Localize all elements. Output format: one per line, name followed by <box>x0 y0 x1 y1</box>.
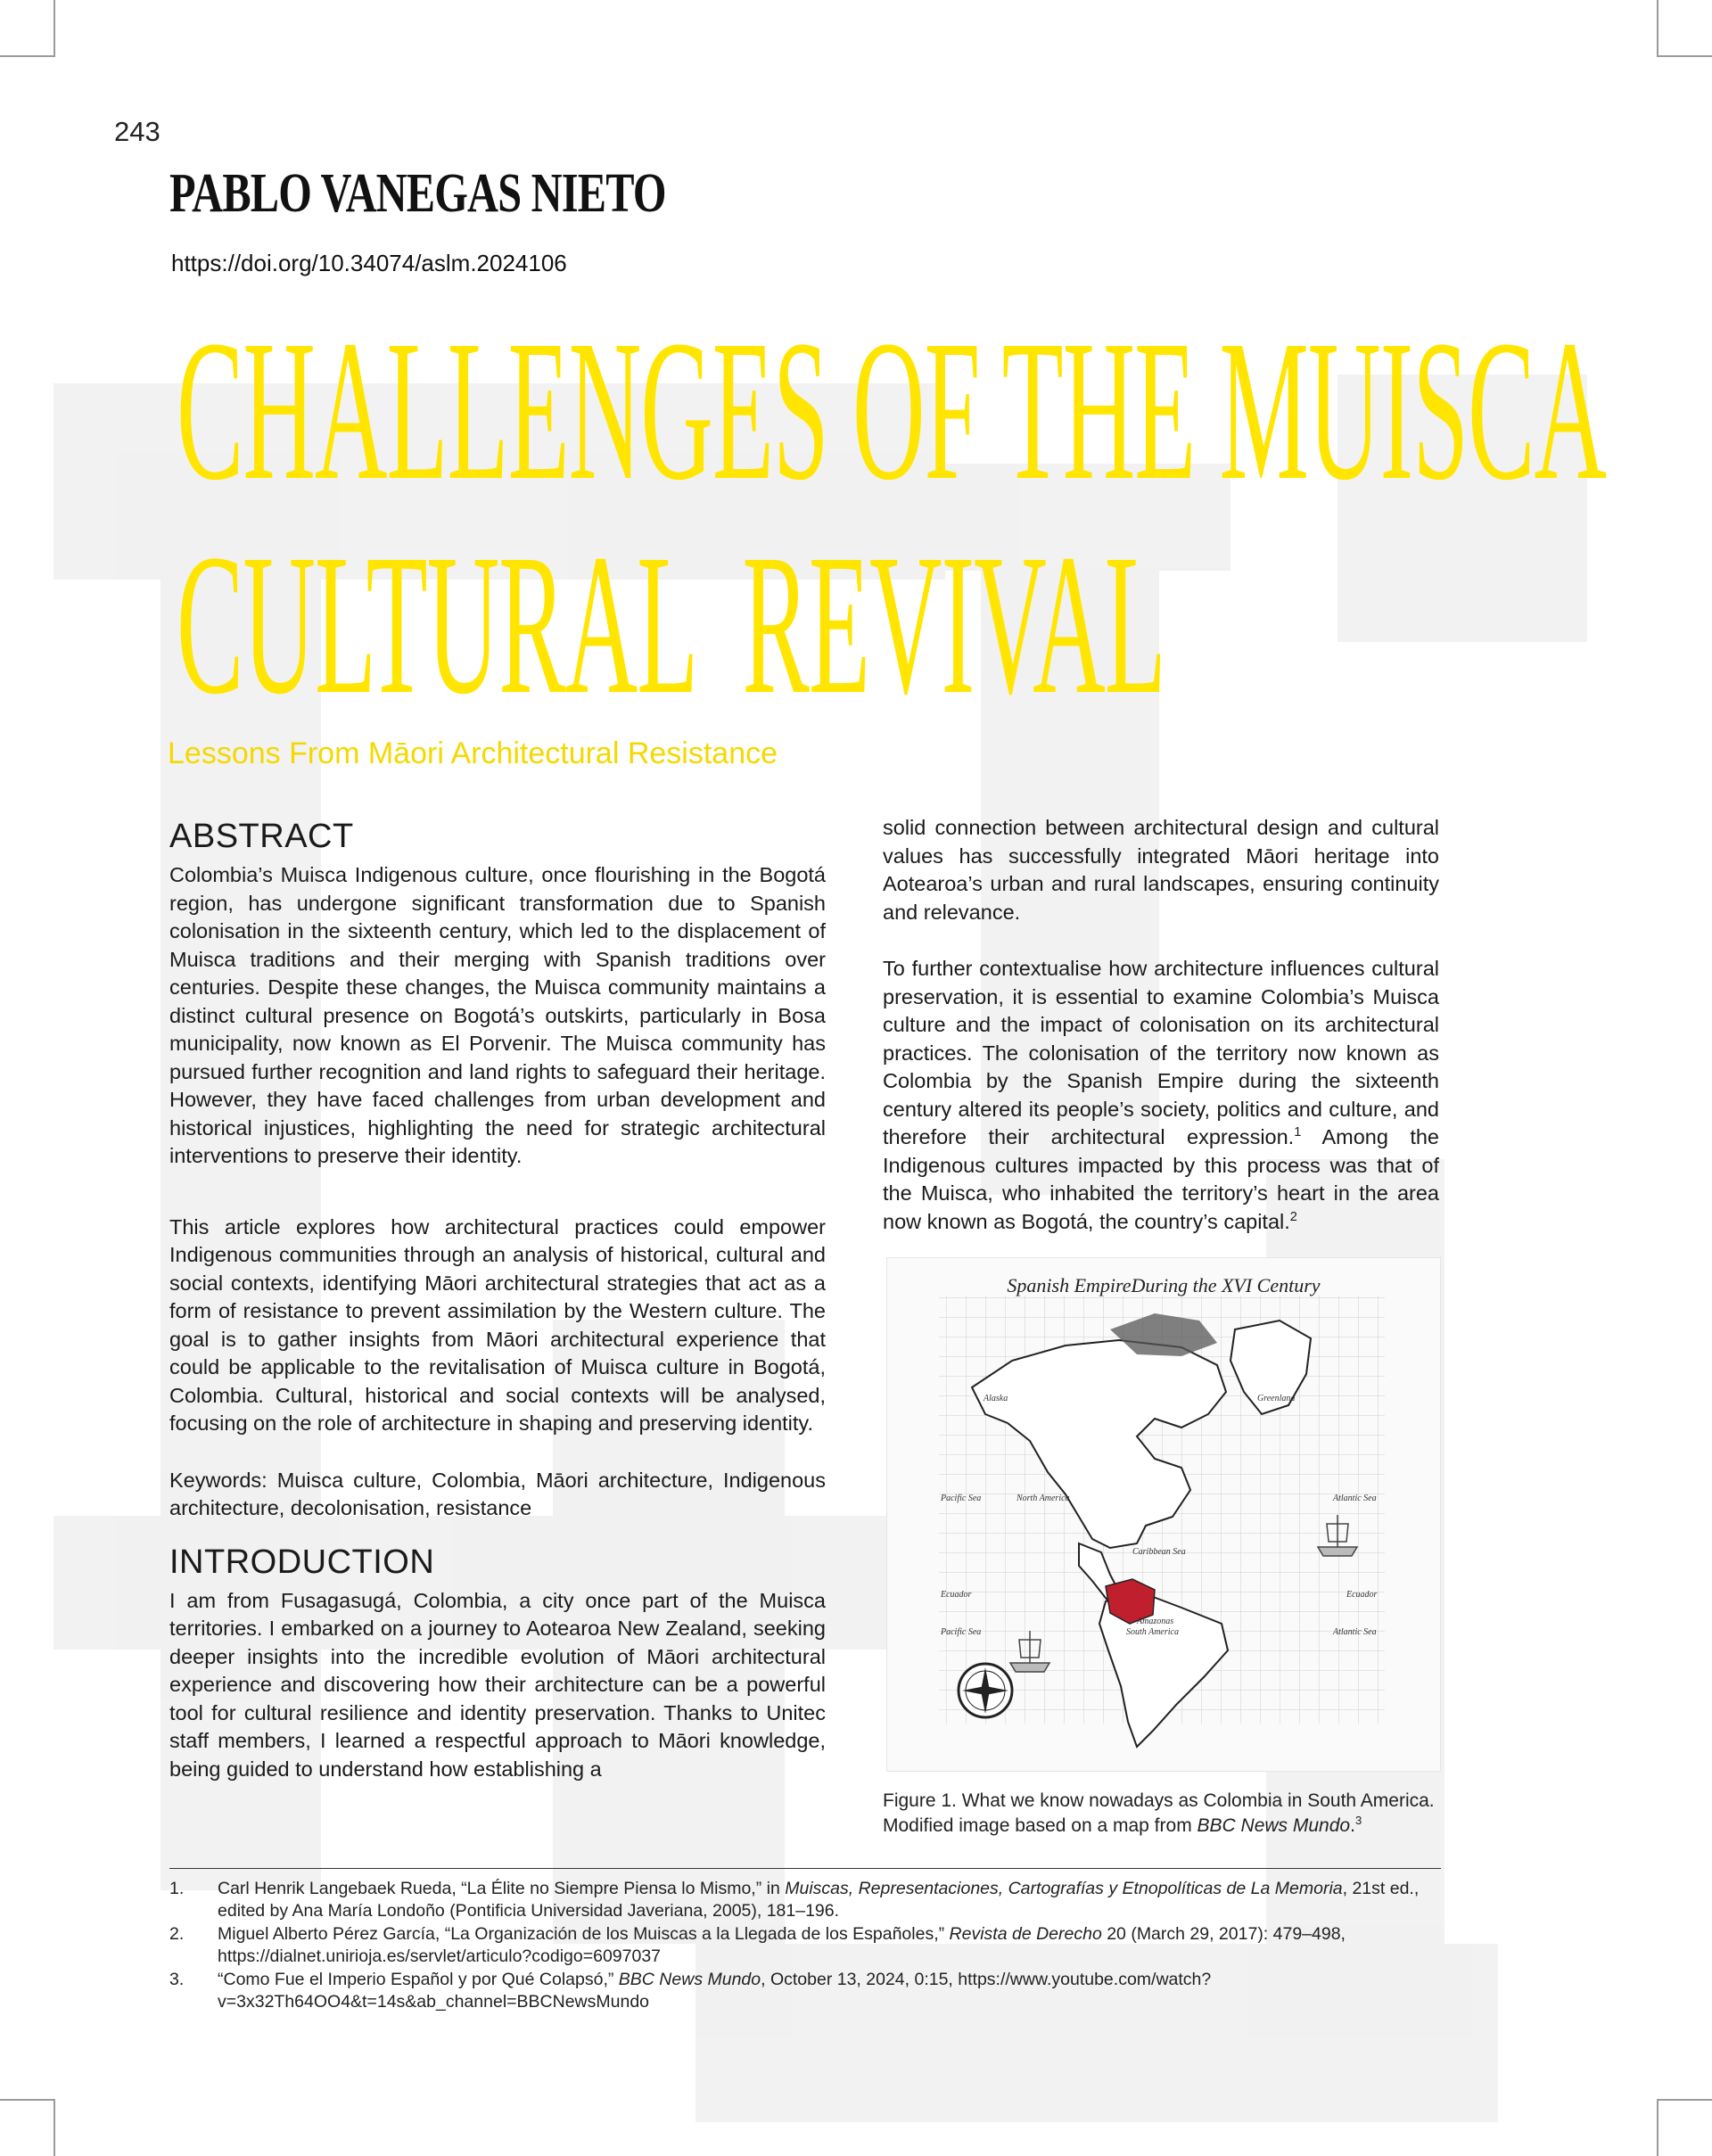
label-south-america: South America <box>1126 1627 1179 1637</box>
footnote-text[interactable] <box>218 1969 1441 2012</box>
caption-line-2 <box>883 1814 1444 1839</box>
footnote-ref-1[interactable]: 1 <box>1294 1125 1302 1140</box>
footnote-post: , 21st ed., edited by Ana María Londoño (Pontificia Universidad Javeriana, 2005), 181–196. <box>218 1879 1420 1921</box>
introduction-paragraph-3 <box>883 955 1439 1236</box>
footnotes <box>169 1878 1441 2014</box>
abstract-paragraph-2: This article explores how architectural practices could empower Indigenous communities through an analysis of historical, cultural and social contexts, identifying Māori architectural strategies that act as a form of resistance to prevent assimilation by the Western culture. The goal is to gather insights from Māori architectural experience that could be applicable to the revitalisation of Muisca culture in Bogotá, Colombia. Cultural, historical and social contexts will be analysed, focusing on the role of architecture in shaping and preserving identity. <box>169 1214 826 1435</box>
footnote-2 <box>169 1923 1441 1967</box>
label-north-america: North America <box>1017 1494 1070 1503</box>
label-pacific-1: Pacific Sea <box>941 1494 982 1503</box>
americas-map <box>887 1258 1440 1771</box>
footnote-number: 1. <box>169 1879 185 1898</box>
figure-map <box>886 1257 1441 1772</box>
footnote-text[interactable] <box>218 1923 1441 1967</box>
label-ecuador-left: Ecuador <box>941 1590 972 1600</box>
footnote-number: 2. <box>169 1924 185 1944</box>
introduction-paragraph-1: I am from Fusagasugá, Colombia, a city once part of the Muisca territories. I embarked on a journey to Aotearoa New Zealand, seeking deeper insights into the incredible evolution of Māori architectural experience and discovering how their architecture can be a powerful tool for cultural resilience and identity preservation. Thanks to Unitec staff members, I learned a respectful approach to Māori knowledge, being guided to understand how establishing a <box>169 1588 826 1781</box>
map-title: Spanish EmpireDuring the XVI Century <box>1007 1274 1321 1296</box>
crop-mark <box>1657 55 1712 57</box>
crop-mark <box>1657 0 1658 55</box>
right-column <box>883 814 1439 1236</box>
abstract-heading: ABSTRACT <box>169 818 354 855</box>
left-column <box>169 817 826 1783</box>
label-atlantic-2: Atlantic Sea <box>1333 1627 1377 1637</box>
author-name: PABLO VANEGAS NIETO <box>169 163 666 224</box>
crop-mark <box>1657 2101 1658 2156</box>
paragraph-3-text: To further contextualise how architecture influences cultural preservation, it is essential to examine Colombia’s Muisca culture and the impact of colonisation on its architectural practices. The colonisation of the territory now known as Colombia by the Spanish Empire during the sixteenth century altered its people’s society, politics and culture, and therefore their architectural expression. <box>883 957 1439 1148</box>
keywords: Keywords: Muisca culture, Colombia, Māori architecture, Indigenous architecture, decolonisation, resistance <box>169 1468 826 1519</box>
introduction-paragraph-2: solid connection between architectural design and cultural values has successfully integrated Māori heritage into Aotearoa’s urban and rural landscapes, ensuring continuity and relevance. <box>883 816 1439 924</box>
caption-line-1: Figure 1. What we know nowadays as Colombia in South America. <box>883 1790 1435 1811</box>
crop-mark <box>54 0 55 55</box>
crop-mark <box>0 2099 55 2101</box>
figure-caption <box>883 1789 1444 1839</box>
caption-suffix: . <box>1350 1815 1355 1836</box>
footnote-italic: BBC News Mundo <box>618 1970 761 1989</box>
footnote-divider <box>169 1868 1441 1869</box>
footnote-3 <box>169 1969 1441 2012</box>
footnote-post[interactable]: , October 13, 2024, 0:15, https://www.youtube.com/watch?v=3x32Th64OO4&t=14s&ab_channel=BBCNewsMundo <box>218 1970 1212 2012</box>
label-amazonas: Amazonas <box>1137 1617 1174 1626</box>
crop-mark <box>1657 2099 1712 2101</box>
label-greenland: Greenland <box>1257 1394 1296 1403</box>
article-title <box>177 299 1607 736</box>
footnote-post[interactable]: 20 (March 29, 2017): 479–498, https://dialnet.unirioja.es/servlet/articulo?codigo=6097037 <box>218 1924 1346 1966</box>
title-line-1: CHALLENGES OF THE MUISCA <box>177 299 1607 522</box>
page-number: 243 <box>114 116 160 147</box>
label-ecuador-right: Ecuador <box>1346 1590 1378 1600</box>
footnote-pre: Miguel Alberto Pérez García, “La Organización de los Muiscas a la Llegada de los Españoles,” <box>218 1924 950 1944</box>
abstract-paragraph-1: Colombia’s Muisca Indigenous culture, once flourishing in the Bogotá region, has undergone significant transformation due to Spanish colonisation in the sixteenth century, which led to the displacement of Muisca traditions and their merging with Spanish traditions over centuries. Despite these changes, the Muisca community maintains a distinct cultural presence on Bogotá’s outskirts, particularly in Bosa municipality, now known as El Porvenir. The Muisca community has pursued further recognition and land rights to safeguard their heritage. However, they have faced challenges from urban development and historical injustices, highlighting the need for strategic architectural interventions to preserve their identity. <box>169 863 826 1167</box>
footnote-ref-3[interactable]: 3 <box>1354 1814 1362 1827</box>
footnote-pre: “Como Fue el Imperio Español y por Qué Colapsó,” <box>218 1970 619 1989</box>
caption-prefix: Modified image based on a map from <box>883 1815 1198 1836</box>
label-pacific-2: Pacific Sea <box>941 1627 982 1637</box>
label-alaska: Alaska <box>984 1394 1008 1403</box>
doi-link[interactable]: https://doi.org/10.34074/aslm.2024106 <box>171 250 567 276</box>
introduction-heading: INTRODUCTION <box>169 1543 435 1581</box>
title-line-2: CULTURAL REVIVAL <box>177 513 1165 736</box>
label-atlantic-1: Atlantic Sea <box>1333 1494 1377 1503</box>
crop-mark <box>54 2101 55 2156</box>
footnote-number: 3. <box>169 1970 185 1989</box>
compass-rose-icon <box>959 1664 1012 1717</box>
footnote-pre: Carl Henrik Langebaek Rueda, “La Élite no Siempre Piensa lo Mismo,” in <box>218 1879 786 1898</box>
article-subtitle: Lessons From Māori Architectural Resistance <box>168 736 778 770</box>
caption-source: BBC News Mundo <box>1197 1815 1351 1836</box>
footnote-italic: Revista de Derecho <box>949 1924 1102 1944</box>
paragraph-4-text: Among the Indigenous cultures impacted by this process was that of the Muisca, who inhabited the territory’s heart in the area now known as Bogotá, the country’s capital. <box>883 1125 1439 1233</box>
footnote-1 <box>169 1878 1441 1921</box>
label-caribbean: Caribbean Sea <box>1132 1547 1186 1557</box>
footnote-text <box>218 1878 1441 1921</box>
crop-mark <box>0 55 55 57</box>
footnote-ref-2[interactable]: 2 <box>1289 1209 1297 1224</box>
footnote-italic: Muiscas, Representaciones, Cartografías y Etnopolíticas de La Memoria <box>785 1879 1343 1898</box>
